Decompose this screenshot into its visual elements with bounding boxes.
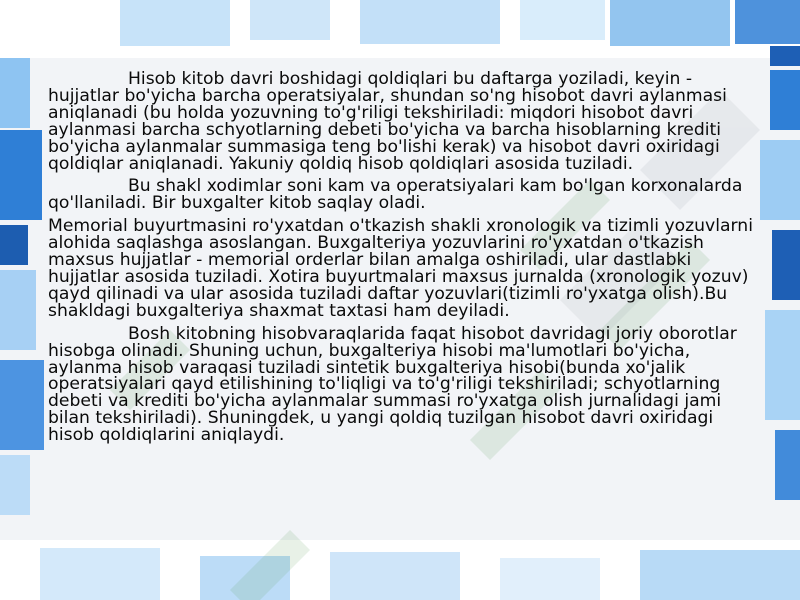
- paragraph-2: Bu shakl xodimlar soni kam va operatsiyalari kam bo'lgan korxonalarda qo'llaniladi. Bir buxgalter kitob saqlay oladi.: [48, 176, 743, 214]
- document-body: [48, 71, 760, 450]
- paragraph-4: Bosh kitobning hisobvaraqlarida faqat hisobot davridagi joriy oborotlar hisobga olinadi. Shuning uchun, buxgalteriya hisobi ma'lumotlari bo'yicha, aylanma hisob varaqasi tuziladi sintetik buxgalteriya hisobi(bunda xo'jalik operatsiyalari qayd etilishining to'liqligi va to'g'riligi tekshiriladi; schyotlarning debeti va krediti bo'yicha aylanmalar summasi ro'yxatga olish jurnalidagi jami bilan tekshiriladi). Shuningdek, u yangi qoldiq tuzilgan hisobot davri oxiridagi hisob qoldiqlarini aniqlaydi.: [48, 323, 737, 446]
- paragraph-1: Hisob kitob davri boshidagi qoldiqlari bu daftarga yoziladi, keyin - hujjatlar bo'yicha barcha operatsiyalar, shundan so'ng hisobot davri aylanmasi aniqlanadi (bu holda yozuvning to'g'riligi tekshiriladi: miqdori hisobot davri aylanmasi barcha schyotlarning debeti bo'yicha va barcha hisoblarning krediti bo'yicha aylanmalar summasiga teng bo'lishi kerak) va hisobot davri oxiridagi qoldiqlar aniqlanadi. Yakuniy qoldiq hisob qoldiqlari asosida tuziladi.: [48, 69, 727, 174]
- paragraph-3: Memorial buyurtmasini ro'yxatdan o'tkazish shakli xronologik va tizimli yozuvlarni alohida saqlashga asoslangan. Buxgalteriya yozuvlarini ro'yxatdan o'tkazish maxsus hujjatlar - memorial orderlar bilan amalga oshiriladi, ular dastlabki hujjatlar asosida tuziladi. Xotira buyurtmalari maxsus jurnalda (xronologik yozuv) qayd qilinadi va ular asosida tuziladi daftar yozuvlari(tizimli ro'yxatga olish).Bu shakldagi buxgalteriya shaxmat taxtasi ham deyiladi.: [48, 216, 753, 321]
